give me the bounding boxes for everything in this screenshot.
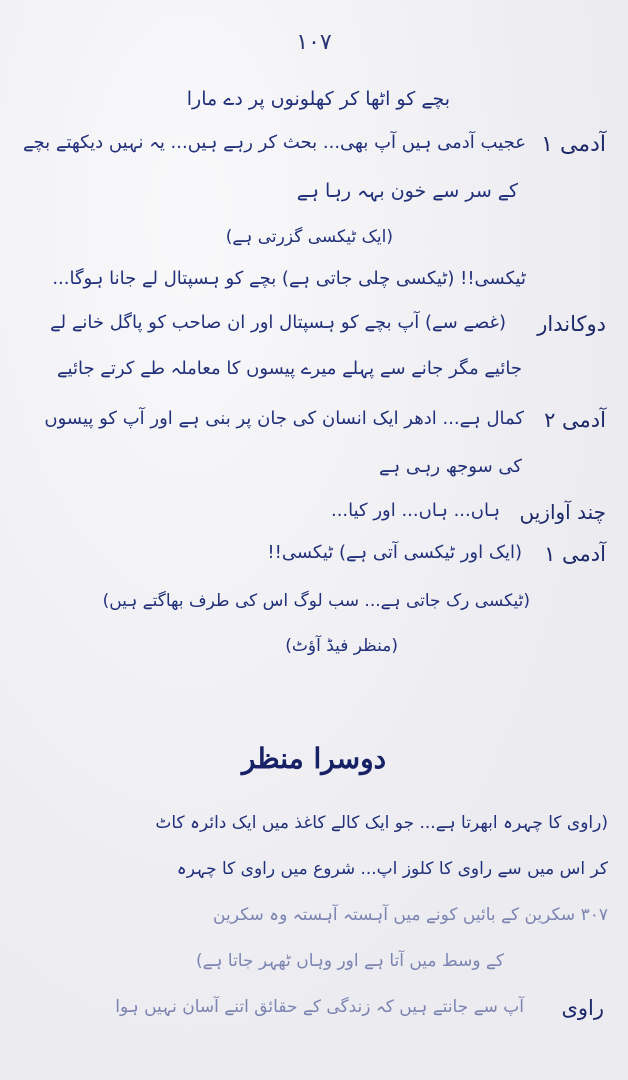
dialogue-line: عجیب آدمی ہیں آپ بھی... بحث کر رہے ہیں... یہ نہیں دیکھتے بچے bbox=[23, 132, 526, 153]
speaker-label: دوکاندار bbox=[537, 312, 606, 336]
dialogue-line: (ایک اور ٹیکسی آتی ہے) ٹیکسی!! bbox=[267, 542, 522, 563]
dialogue-line: ٹیکسی!! (ٹیکسی چلی جاتی ہے) بچے کو ہسپتال لے جانا ہوگا... bbox=[52, 268, 526, 289]
dialogue-line: ہاں... ہاں... اور کیا... bbox=[330, 500, 500, 521]
dialogue-line: آپ سے جانتے ہیں کہ زندگی کے حقائق اتنے آسان نہیں ہوا bbox=[115, 997, 524, 1017]
speaker-label: آدمی ۱ bbox=[541, 132, 606, 157]
stage-direction: (منظر فیڈ آؤٹ) bbox=[285, 636, 398, 656]
stage-direction: (راوی کا چہرہ ابھرتا ہے... جو ایک کالے کاغذ میں ایک دائرہ کاٹ bbox=[155, 813, 608, 833]
stage-direction: (ایک ٹیکسی گزرتی ہے) bbox=[225, 227, 393, 247]
dialogue-line: کمال ہے... ادھر ایک انسان کی جان پر بنی ہے اور آپ کو پیسوں bbox=[44, 408, 524, 429]
stage-direction: کے وسط میں آتا ہے اور وہاں ٹھہر جاتا ہے) bbox=[195, 951, 504, 971]
stage-direction: بچے کو اٹھا کر کھلونوں پر دے مارا bbox=[186, 88, 450, 110]
dialogue-line: کی سوجھ رہی ہے bbox=[379, 456, 522, 477]
speaker-label: راوی bbox=[561, 996, 604, 1020]
speaker-label: چند آوازیں bbox=[519, 500, 606, 524]
stage-direction: ۳۰۷ سکرین کے بائیں کونے میں آہستہ آہستہ وہ سکرین bbox=[213, 905, 608, 925]
dialogue-line: کے سر سے خون بہہ رہا ہے bbox=[296, 180, 518, 202]
dialogue-line: (غصے سے) آپ بچے کو ہسپتال اور ان صاحب کو پاگل خانے لے bbox=[50, 312, 506, 333]
dialogue-line: جائیے مگر جانے سے پہلے میرے پیسوں کا معاملہ طے کرتے جائیے bbox=[56, 358, 522, 379]
speaker-label: آدمی ۱ bbox=[544, 542, 606, 566]
stage-direction: کر اس میں سے راوی کا کلوز اپ... شروع میں راوی کا چہرہ bbox=[176, 859, 608, 879]
speaker-label: آدمی ۲ bbox=[544, 408, 606, 432]
scene-heading: دوسرا منظر bbox=[241, 742, 387, 775]
stage-direction: (ٹیکسی رک جاتی ہے... سب لوگ اس کی طرف بھاگتے ہیں) bbox=[102, 591, 530, 611]
page-number: ۱۰۷ bbox=[296, 30, 332, 55]
